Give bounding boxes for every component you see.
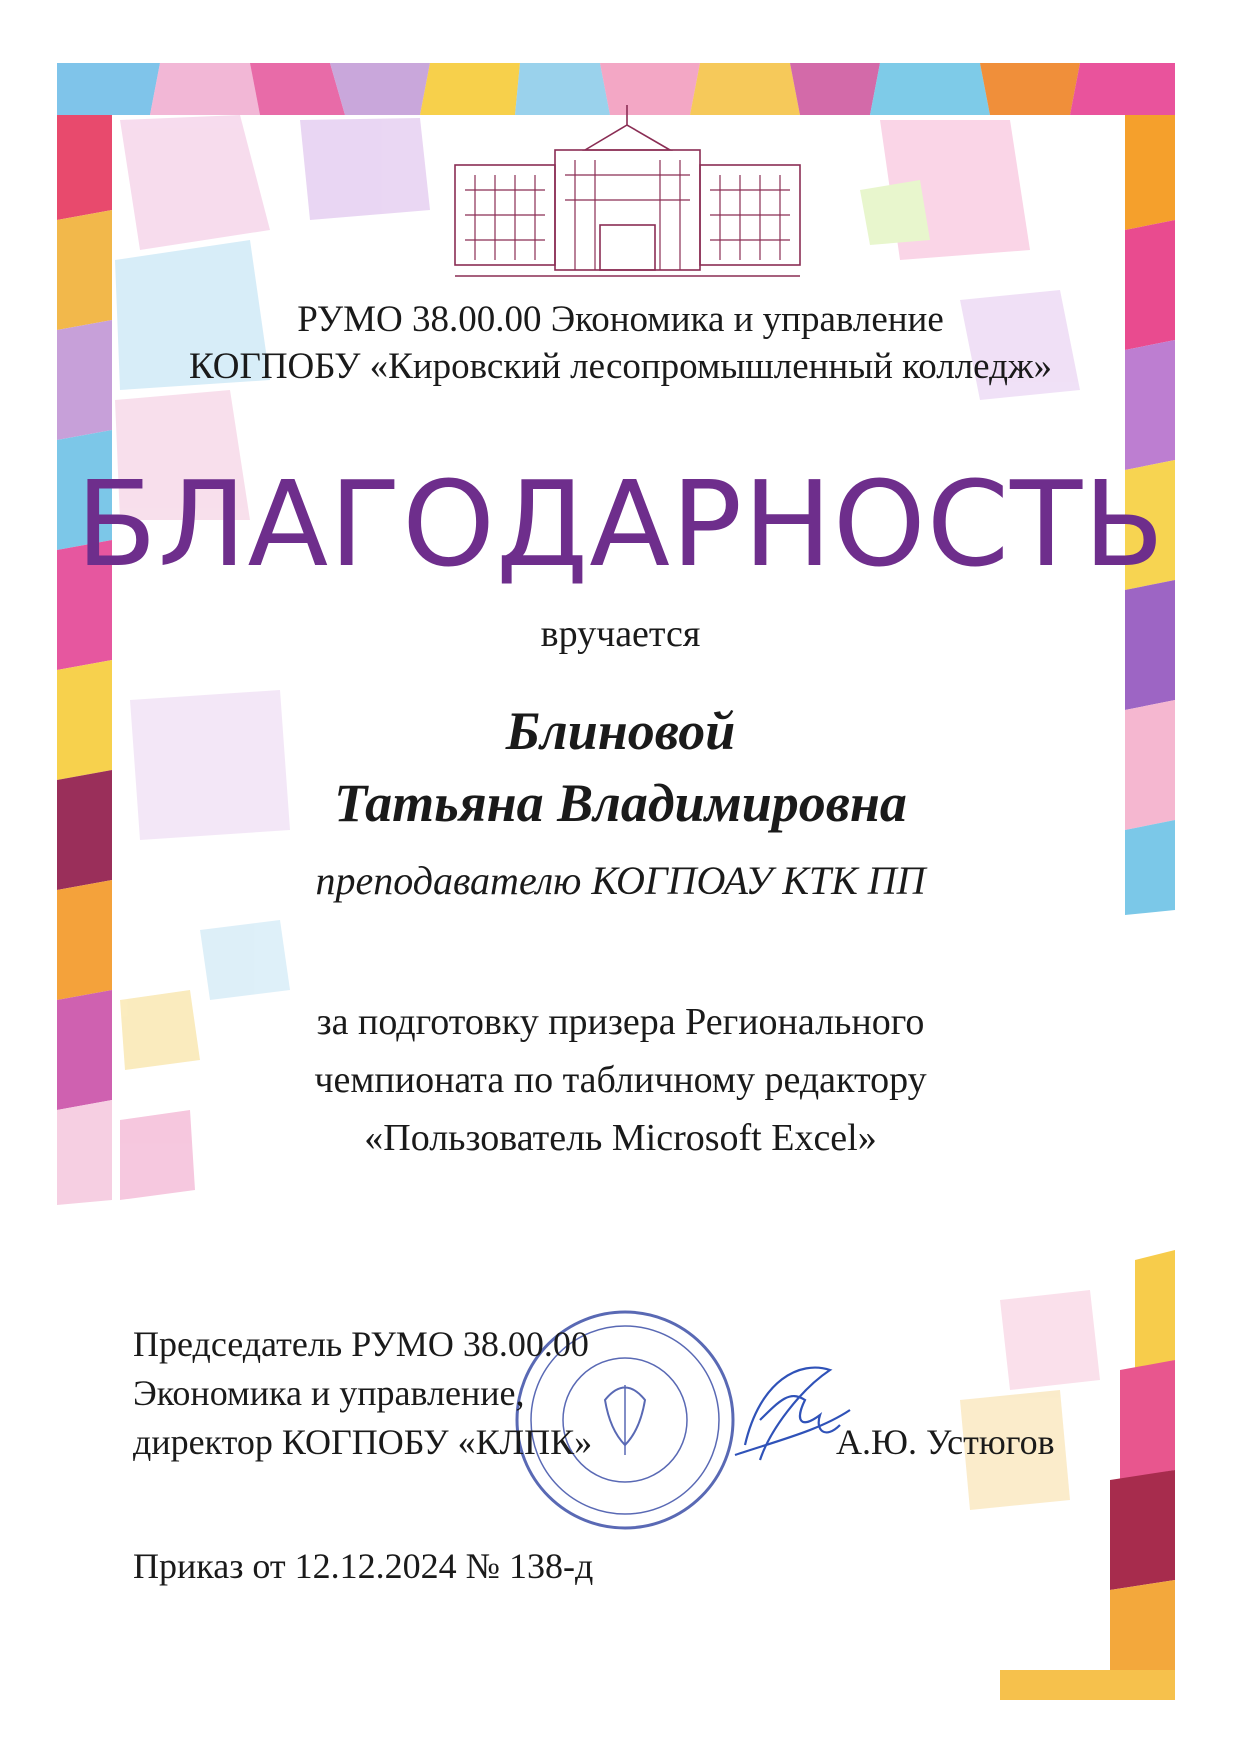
- reason-line-2: чемпионата по табличному редактору: [314, 1059, 927, 1101]
- order-reference: Приказ от 12.12.2024 № 138-д: [133, 1546, 594, 1586]
- handwritten-signature: [735, 1368, 850, 1460]
- top-cube-strip: [57, 63, 1175, 115]
- org-line-1: РУМО 38.00.00 Экономика и управление: [297, 299, 944, 340]
- recipient-surname: Блиновой: [505, 701, 736, 761]
- college-building-illustration: [455, 105, 800, 276]
- recipient-position: преподавателю КОГПОАУ КТК ПП: [315, 858, 926, 903]
- recipient-name: Татьяна Владимировна: [334, 773, 907, 833]
- bottom-strip: [57, 1670, 1175, 1700]
- org-line-2: КОГПОБУ «Кировский лесопромышленный колледж»: [188, 346, 1053, 387]
- reason-line-1: за подготовку призера Регионального: [316, 1001, 925, 1043]
- signatory-title-line-1: Председатель РУМО 38.00.00: [133, 1324, 589, 1364]
- signatory-title-line-3: директор КОГПОБУ «КЛПК»: [133, 1422, 593, 1462]
- awarded-label: вручается: [540, 613, 701, 655]
- certificate-title: БЛАГОДАРНОСТЬ: [75, 455, 1166, 593]
- reason-line-3: «Пользователь Microsoft Excel»: [364, 1117, 877, 1159]
- signatory-name: А.Ю. Устюгов: [836, 1422, 1055, 1462]
- signatory-title-line-2: Экономика и управление,: [133, 1373, 525, 1413]
